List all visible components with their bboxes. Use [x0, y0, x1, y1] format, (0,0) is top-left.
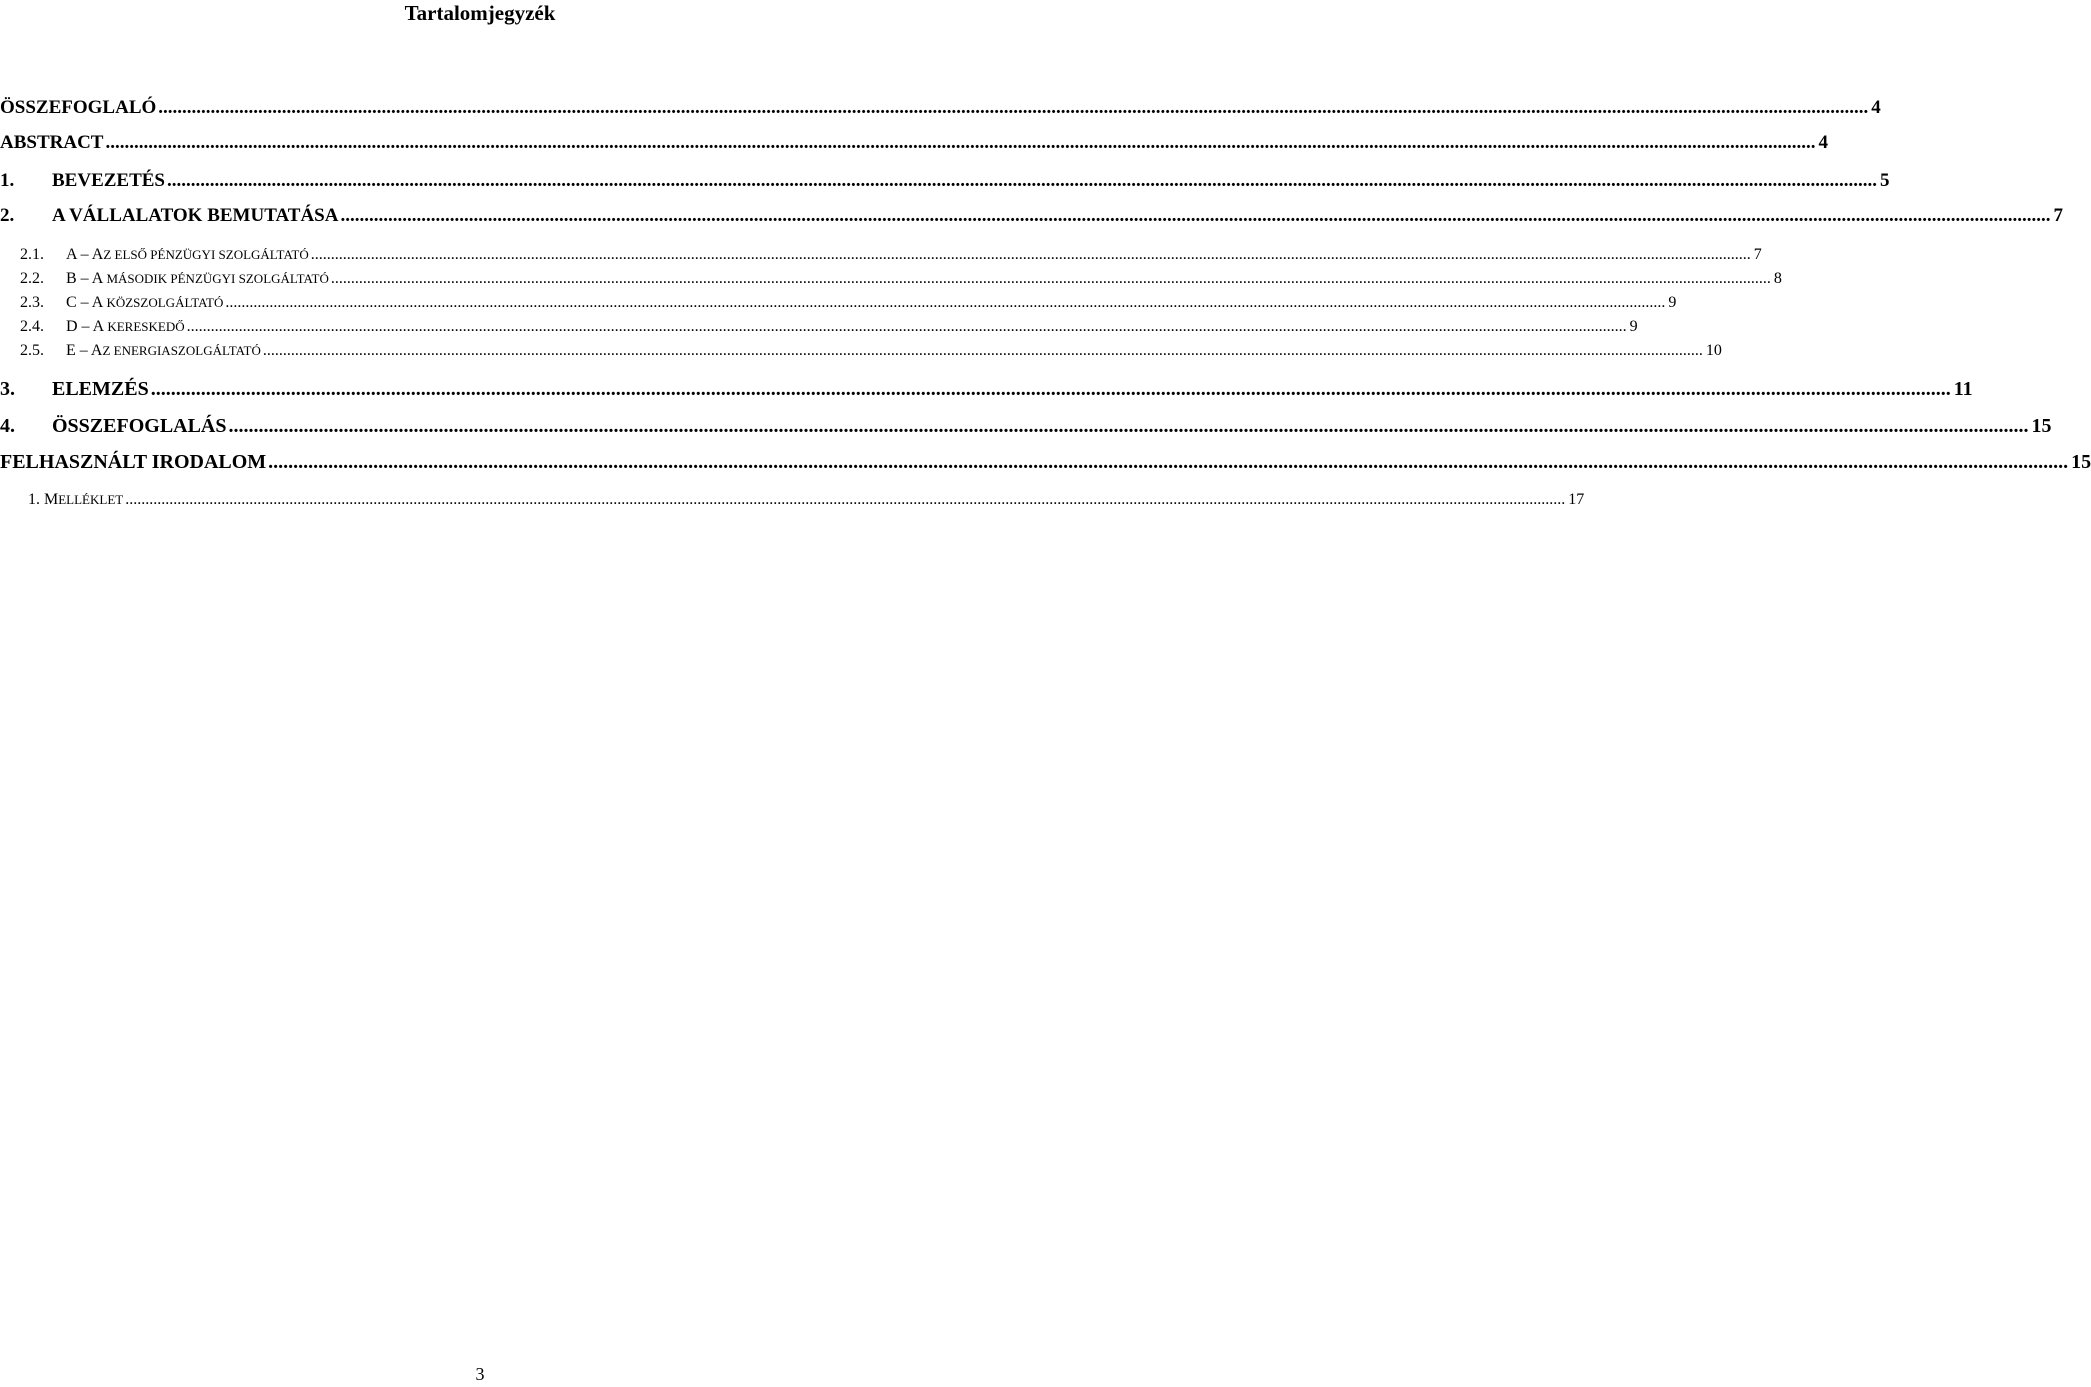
- toc-entry-page: 11: [1953, 378, 1973, 400]
- toc-entry-osszefoglalo[interactable]: [0, 97, 1881, 119]
- toc-entry-number: 1.: [0, 170, 15, 191]
- toc-entry-osszefoglalas[interactable]: [0, 415, 2052, 437]
- toc-entry-title-cap: B – A: [66, 270, 107, 287]
- toc-entry-label: [20, 293, 223, 312]
- toc-entry-page: 17: [1568, 491, 1585, 508]
- toc-leader-dots: [340, 205, 2050, 227]
- toc-entry-label: [0, 170, 165, 192]
- toc-entry-title: ÖSSZEFOGLALÁS: [52, 415, 227, 437]
- toc-entry-page: 4: [1818, 132, 1828, 153]
- toc-leader-dots: [158, 97, 1868, 119]
- toc-entry-2-2[interactable]: [20, 269, 1782, 288]
- toc-entry-label: ABSTRACT: [0, 132, 104, 153]
- toc-entry-number: 4.: [0, 415, 15, 437]
- toc-entry-title: ELEMZÉS: [52, 378, 149, 400]
- toc-entry-page: 8: [1773, 270, 1782, 287]
- toc-entry-title: BEVEZETÉS: [52, 170, 165, 191]
- toc-entry-page: 5: [1880, 170, 1890, 191]
- toc-entry-label: [20, 245, 309, 264]
- toc-entry-number: 2.: [0, 205, 15, 226]
- toc-entry-label: [28, 490, 123, 509]
- toc-leader-dots: [167, 170, 1877, 192]
- toc-entry-title-smallcaps: ELLÉKLET: [58, 492, 124, 507]
- toc-entry-felhasznalt-irodalom[interactable]: [0, 451, 2091, 473]
- toc-entry-title-cap: 1. M: [28, 491, 59, 508]
- toc-leader-dots: [263, 341, 1703, 360]
- toc-entry-number: 2.4.: [20, 318, 44, 335]
- toc-entry-number: 2.3.: [20, 294, 44, 311]
- toc-entry-title: A VÁLLALATOK BEMUTATÁSA: [52, 205, 339, 226]
- toc-entry-elemzes[interactable]: [0, 378, 1973, 400]
- toc-leader-dots: [311, 245, 1751, 264]
- toc-entry-2-3[interactable]: [20, 293, 1677, 312]
- toc-entry-label: [20, 341, 261, 360]
- toc-entry-label: [20, 269, 329, 288]
- toc-entry-title-smallcaps: KÖZSZOLGÁLTATÓ: [106, 295, 224, 310]
- toc-entry-page: 7: [2053, 205, 2063, 226]
- toc-entry-label: [20, 317, 185, 336]
- toc-leader-dots: [151, 378, 1951, 400]
- toc-entry-number: 2.5.: [20, 342, 44, 359]
- toc-leader-dots: [187, 317, 1627, 336]
- toc-entry-label: FELHASZNÁLT IRODALOM: [0, 451, 267, 473]
- toc-entry-title-cap: C – A: [66, 294, 107, 311]
- toc-entry-label: [0, 205, 338, 227]
- toc-entry-page: 9: [1629, 318, 1638, 335]
- toc-entry-2-4[interactable]: [20, 317, 1638, 336]
- toc-entry-page: 9: [1668, 294, 1677, 311]
- toc-entry-number: 2.2.: [20, 270, 44, 287]
- toc-leader-dots: [125, 490, 1565, 509]
- toc-entry-2-1[interactable]: [20, 245, 1762, 264]
- toc-entry-title-smallcaps: Z ELSŐ PÉNZÜGYI SZOLGÁLTATÓ: [103, 247, 309, 262]
- toc-leader-dots: [105, 132, 1815, 154]
- toc-entry-number: 2.1.: [20, 246, 44, 263]
- toc-entry-abstract[interactable]: [0, 132, 1828, 154]
- page-number: 3: [475, 1364, 485, 1384]
- toc-entry-title-cap: A – A: [66, 246, 104, 263]
- toc-entry-page: 7: [1753, 246, 1762, 263]
- toc-entry-page: 4: [1871, 97, 1881, 118]
- toc-entry-page: 15: [2031, 415, 2052, 437]
- toc-entry-title-cap: E – A: [66, 342, 103, 359]
- toc-entry-title-cap: D – A: [66, 318, 108, 335]
- toc-entry-label: [0, 378, 149, 400]
- toc-entry-page: 15: [2071, 451, 2091, 473]
- toc-leader-dots: [331, 269, 1771, 288]
- toc-entry-melleklet[interactable]: [28, 490, 1585, 509]
- toc-leader-dots: [225, 293, 1665, 312]
- toc-entry-page: 10: [1705, 342, 1722, 359]
- toc-leader-dots: [229, 415, 2029, 437]
- toc-entry-title-smallcaps: MÁSODIK PÉNZÜGYI SZOLGÁLTATÓ: [106, 271, 329, 286]
- page-title: Tartalomjegyzék: [404, 1, 556, 25]
- toc-entry-vallalatok[interactable]: [0, 205, 2063, 227]
- toc-entry-bevezetes[interactable]: [0, 170, 1890, 192]
- toc-entry-number: 3.: [0, 378, 15, 400]
- toc-entry-label: [0, 415, 227, 437]
- toc-entry-title-smallcaps: KERESKEDŐ: [107, 319, 185, 334]
- toc-entry-title-smallcaps: Z ENERGIASZOLGÁLTATÓ: [102, 343, 261, 358]
- toc-entry-2-5[interactable]: [20, 341, 1722, 360]
- toc-leader-dots: [268, 451, 2068, 473]
- toc-entry-label: ÖSSZEFOGLALÓ: [0, 97, 157, 118]
